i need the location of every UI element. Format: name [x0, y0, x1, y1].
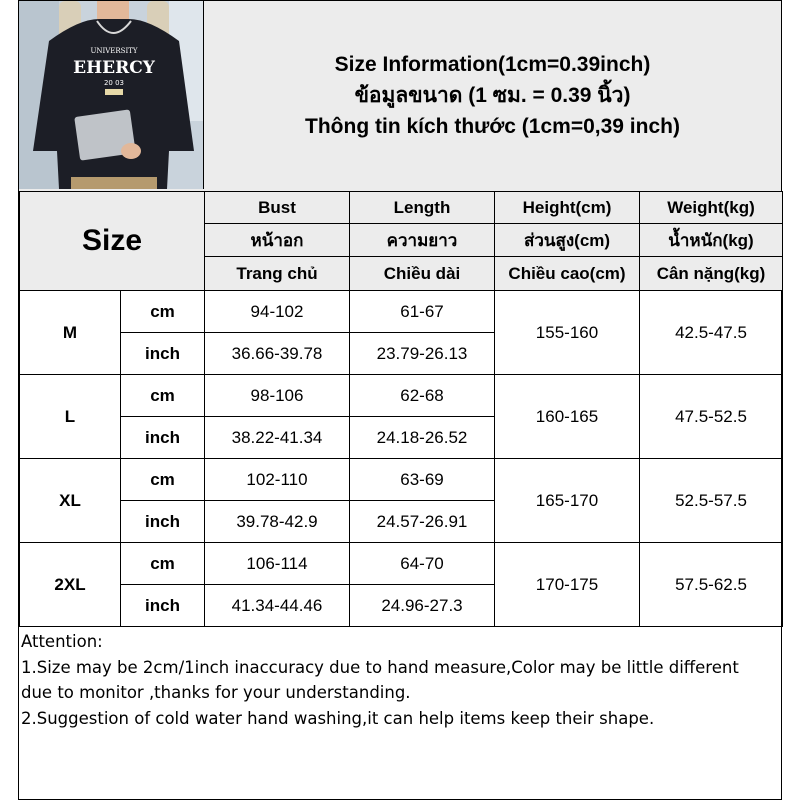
- col-height-th: ส่วนสูง(cm): [495, 224, 640, 257]
- weight-value: 42.5-47.5: [640, 291, 783, 375]
- col-weight-en: Weight(kg): [640, 192, 783, 224]
- length-inch: 24.57-26.91: [350, 501, 495, 543]
- col-length-en: Length: [350, 192, 495, 224]
- unit-inch: inch: [121, 417, 205, 459]
- col-bust-en: Bust: [205, 192, 350, 224]
- table-row: [20, 291, 783, 333]
- size-info-title: [204, 1, 781, 189]
- height-value: 160-165: [495, 375, 640, 459]
- length-cm: 64-70: [350, 543, 495, 585]
- col-height-vi: Chiều cao(cm): [495, 257, 640, 291]
- size-table: [19, 191, 783, 627]
- size-label-m: M: [20, 291, 121, 375]
- notes-line: 1.Size may be 2cm/1inch inaccuracy due to hand measure,Color may be little different: [21, 657, 739, 677]
- bust-cm: 106-114: [205, 543, 350, 585]
- model-sweatshirt-photo-icon: [19, 1, 203, 189]
- table-row: [20, 375, 783, 417]
- title-vietnamese: Thông tin kích thước (1cm=0,39 inch): [305, 114, 680, 138]
- size-chart: [18, 0, 782, 800]
- unit-cm: cm: [121, 375, 205, 417]
- length-cm: 61-67: [350, 291, 495, 333]
- table-row: [20, 459, 783, 501]
- title-thai: ข้อมูลขนาด (1 ซม. = 0.39 นิ้ว): [354, 83, 631, 107]
- length-inch: 24.18-26.52: [350, 417, 495, 459]
- col-length-vi: Chiều dài: [350, 257, 495, 291]
- svg-text:20 03: 20 03: [103, 79, 125, 87]
- col-weight-vi: Cân nặng(kg): [640, 257, 783, 291]
- table-row: [20, 543, 783, 585]
- size-chart-header: [19, 1, 781, 192]
- length-cm: 62-68: [350, 375, 495, 417]
- notes-heading: Attention:: [21, 632, 103, 651]
- bust-inch: 41.34-44.46: [205, 585, 350, 627]
- col-bust-vi: Trang chủ: [205, 257, 350, 291]
- size-label-xl: XL: [20, 459, 121, 543]
- bust-cm: 94-102: [205, 291, 350, 333]
- bust-inch: 38.22-41.34: [205, 417, 350, 459]
- unit-inch: inch: [121, 333, 205, 375]
- svg-text:EHERCY: EHERCY: [73, 58, 155, 78]
- product-photo: [19, 1, 204, 189]
- col-weight-th: น้ำหนัก(kg): [640, 224, 783, 257]
- svg-text:UNIVERSITY: UNIVERSITY: [90, 47, 138, 55]
- unit-cm: cm: [121, 543, 205, 585]
- height-value: 170-175: [495, 543, 640, 627]
- bust-cm: 102-110: [205, 459, 350, 501]
- unit-cm: cm: [121, 291, 205, 333]
- attention-notes: [19, 629, 783, 731]
- col-bust-th: หน้าอก: [205, 224, 350, 257]
- weight-value: 52.5-57.5: [640, 459, 783, 543]
- size-label-2xl: 2XL: [20, 543, 121, 627]
- length-inch: 23.79-26.13: [350, 333, 495, 375]
- bust-inch: 36.66-39.78: [205, 333, 350, 375]
- unit-inch: inch: [121, 585, 205, 627]
- size-label-l: L: [20, 375, 121, 459]
- weight-value: 57.5-62.5: [640, 543, 783, 627]
- title-english: Size Information(1cm=0.39inch): [334, 52, 651, 76]
- bust-inch: 39.78-42.9: [205, 501, 350, 543]
- col-height-en: Height(cm): [495, 192, 640, 224]
- unit-inch: inch: [121, 501, 205, 543]
- col-length-th: ความยาว: [350, 224, 495, 257]
- height-value: 155-160: [495, 291, 640, 375]
- bust-cm: 98-106: [205, 375, 350, 417]
- weight-value: 47.5-52.5: [640, 375, 783, 459]
- notes-line: due to monitor ,thanks for your understanding.: [21, 683, 411, 702]
- length-inch: 24.96-27.3: [350, 585, 495, 627]
- size-header: Size: [20, 192, 205, 291]
- notes-line: 2.Suggestion of cold water hand washing,it can help items keep their shape.: [21, 708, 655, 728]
- height-value: 165-170: [495, 459, 640, 543]
- length-cm: 63-69: [350, 459, 495, 501]
- unit-cm: cm: [121, 459, 205, 501]
